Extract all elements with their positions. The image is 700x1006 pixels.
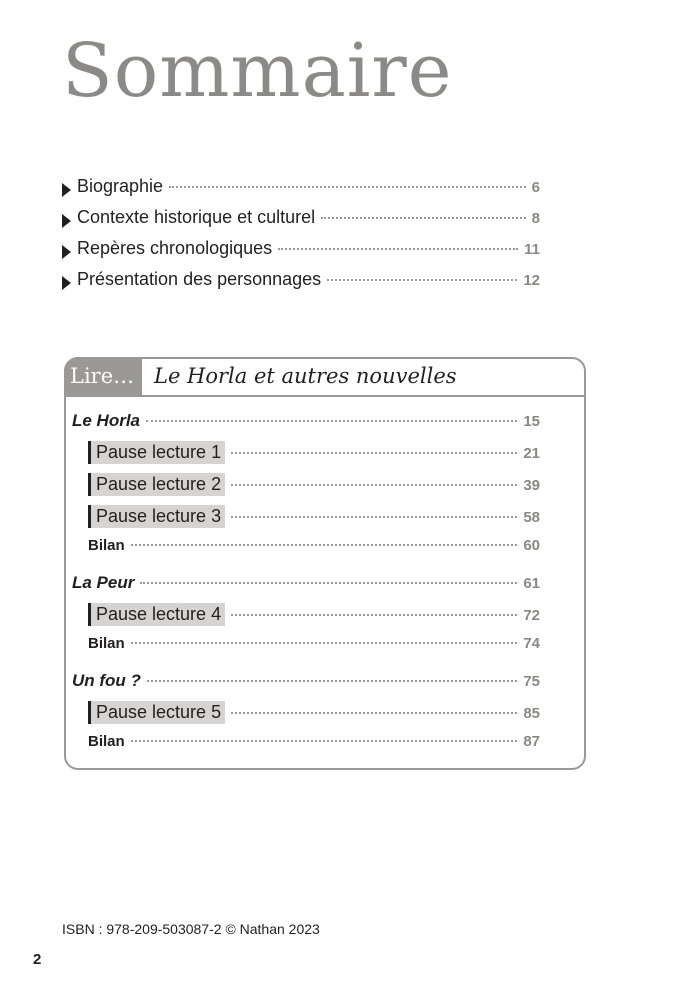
dot-leader	[231, 614, 517, 616]
pause-lecture-label: Pause lecture 4	[88, 603, 225, 626]
toc-entry-reperes[interactable]	[62, 238, 540, 269]
section-entry-le-horla[interactable]	[72, 411, 540, 441]
toc-entry-label: Biographie	[77, 176, 164, 196]
section-entry-la-peur[interactable]	[72, 573, 540, 603]
pause-lecture-page: 21	[523, 445, 540, 462]
page-number: 2	[33, 951, 42, 968]
bilan-entry[interactable]	[72, 537, 540, 567]
pause-lecture-page: 39	[523, 477, 540, 494]
section-title: Le Horla	[72, 411, 141, 430]
dot-leader	[169, 186, 526, 188]
dot-leader	[231, 712, 517, 714]
dot-leader	[231, 452, 517, 454]
toc-entry-page: 8	[531, 210, 540, 227]
dot-leader	[147, 680, 517, 682]
pause-lecture-entry[interactable]	[72, 505, 540, 537]
toc-entry-page: 12	[523, 272, 540, 289]
box-title: Le Horla et autres nouvelles	[154, 364, 457, 388]
dot-leader	[146, 420, 517, 422]
dot-leader	[131, 642, 518, 644]
box-entries	[72, 411, 540, 763]
toc-entry-page: 6	[531, 179, 540, 196]
dot-leader	[321, 217, 526, 219]
dot-leader	[231, 516, 517, 518]
pause-lecture-entry[interactable]	[72, 441, 540, 473]
pause-lecture-page: 85	[523, 705, 540, 722]
dot-leader	[131, 544, 518, 546]
page-title: Sommaire	[62, 28, 453, 114]
table-of-contents	[62, 176, 540, 300]
lire-tab: Lire…	[64, 357, 142, 395]
pause-lecture-label: Pause lecture 2	[88, 473, 225, 496]
dot-leader	[231, 484, 517, 486]
pause-lecture-label: Pause lecture 1	[88, 441, 225, 464]
bilan-label: Bilan	[88, 635, 125, 652]
dot-leader	[140, 582, 517, 584]
triangle-bullet-icon	[62, 183, 71, 197]
pause-lecture-label: Pause lecture 5	[88, 701, 225, 724]
triangle-bullet-icon	[62, 245, 71, 259]
pause-lecture-entry[interactable]	[72, 701, 540, 733]
toc-entry-label: Contexte historique et culturel	[77, 207, 316, 227]
bilan-entry[interactable]	[72, 733, 540, 763]
toc-entry-label: Repères chronologiques	[77, 238, 273, 258]
lire-box	[64, 357, 586, 770]
isbn-copyright: ISBN : 978-209-503087-2 © Nathan 2023	[62, 921, 320, 937]
triangle-bullet-icon	[62, 214, 71, 228]
dot-leader	[278, 248, 518, 250]
section-entry-un-fou[interactable]	[72, 671, 540, 701]
section-page: 75	[523, 673, 540, 690]
pause-lecture-page: 72	[523, 607, 540, 624]
triangle-bullet-icon	[62, 276, 71, 290]
bilan-page: 60	[523, 537, 540, 554]
pause-lecture-page: 58	[523, 509, 540, 526]
pause-lecture-entry[interactable]	[72, 473, 540, 505]
toc-entry-personnages[interactable]	[62, 269, 540, 300]
dot-leader	[327, 279, 517, 281]
toc-entry-contexte[interactable]	[62, 207, 540, 238]
pause-lecture-entry[interactable]	[72, 603, 540, 635]
section-title: La Peur	[72, 573, 135, 592]
pause-lecture-label: Pause lecture 3	[88, 505, 225, 528]
section-page: 61	[523, 575, 540, 592]
section-page: 15	[523, 413, 540, 430]
bilan-label: Bilan	[88, 733, 125, 750]
dot-leader	[131, 740, 518, 742]
bilan-label: Bilan	[88, 537, 125, 554]
section-title: Un fou ?	[72, 671, 141, 690]
toc-entry-page: 11	[524, 241, 540, 258]
toc-entry-biographie[interactable]	[62, 176, 540, 207]
bilan-entry[interactable]	[72, 635, 540, 665]
toc-entry-label: Présentation des personnages	[77, 269, 322, 289]
bilan-page: 74	[523, 635, 540, 652]
box-divider	[66, 395, 584, 397]
bilan-page: 87	[523, 733, 540, 750]
